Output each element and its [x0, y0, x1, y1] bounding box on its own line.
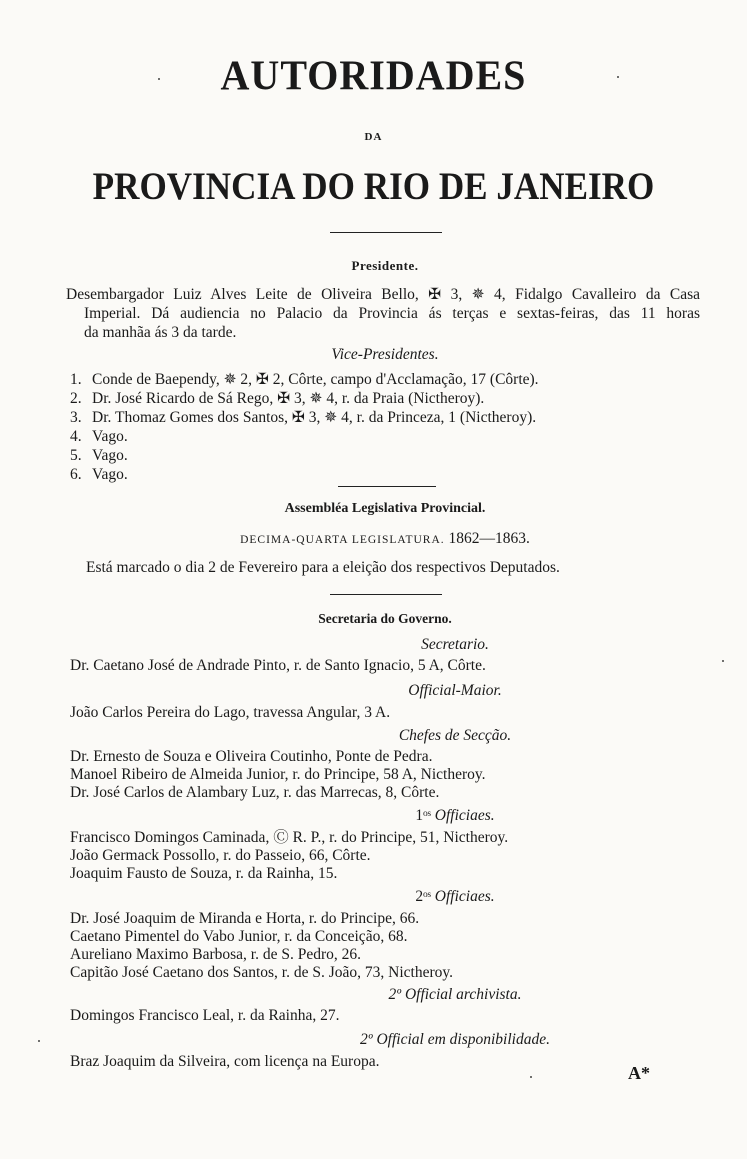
section-rule	[338, 486, 436, 487]
segundo-official-entry: Capitão José Caetano dos Santos, r. de S. João, 73, Nictheroy.	[70, 964, 453, 981]
vice-presidente-row	[70, 370, 539, 389]
paper-speck	[38, 1040, 40, 1042]
vice-presidente-row	[70, 446, 128, 465]
vice-presidente-row	[70, 427, 128, 446]
paper-speck	[158, 78, 160, 80]
chefe-entry: Dr. Ernesto de Souza e Oliveira Coutinho, Ponte de Pedra.	[70, 748, 433, 765]
segundo-official-entry: Caetano Pimentel do Vabo Junior, r. da Conceição, 68.	[70, 928, 408, 945]
chefe-entry: Manoel Ribeiro de Almeida Junior, r. do Principe, 58 A, Nictheroy.	[70, 766, 486, 783]
row-number: 2.	[70, 390, 82, 407]
section-rule	[330, 594, 442, 595]
paper-speck	[722, 660, 724, 662]
archivista-label: 2º Official archivista.	[388, 986, 522, 1003]
disponibilidade-entry: Braz Joaquim da Silveira, com licença na Europa.	[70, 1053, 380, 1070]
title-connector: DA	[364, 131, 383, 143]
vice-presidente-row	[70, 389, 484, 408]
label-text: Officiaes.	[434, 888, 495, 905]
signature-mark: A*	[628, 1063, 650, 1083]
section-rule	[330, 232, 442, 233]
primeiros-officiaes-label	[140, 806, 747, 825]
label-number: 1ᵒˢ	[415, 807, 431, 824]
official-maior-label: Official-Maior.	[408, 682, 502, 699]
presidente-line-2: Imperial. Dá audiencia no Palacio da Provincia ás terças e sextas-feiras, das 11 horas	[84, 305, 700, 322]
page-title: AUTORIDADES	[220, 51, 527, 100]
segundos-officiaes-label	[140, 887, 747, 906]
page-subtitle: PROVINCIA DO RIO DE JANEIRO	[92, 165, 655, 208]
secretaria-heading: Secretaria do Governo.	[318, 611, 452, 626]
secretario-entry: Dr. Caetano José de Andrade Pinto, r. de Santo Ignacio, 5 A, Côrte.	[70, 657, 486, 674]
row-number: 4.	[70, 428, 82, 445]
vice-presidentes-heading: Vice-Presidentes.	[331, 346, 439, 363]
primeiro-official-entry: João Germack Possollo, r. do Passeio, 66, Côrte.	[70, 847, 371, 864]
row-text: Vago.	[92, 447, 128, 464]
row-text: Conde de Baependy, ✵ 2, ✠ 2, Côrte, campo d'Acclamação, 17 (Côrte).	[92, 371, 539, 388]
disponibilidade-label: 2º Official em disponibilidade.	[360, 1031, 550, 1048]
segundo-official-entry: Aureliano Maximo Barbosa, r. de S. Pedro, 26.	[70, 946, 362, 963]
vice-presidente-row	[70, 408, 536, 427]
row-number: 6.	[70, 466, 82, 483]
primeiro-official-entry: Joaquim Fausto de Souza, r. da Rainha, 15.	[70, 865, 338, 882]
vice-presidente-row	[70, 465, 128, 484]
archivista-entry: Domingos Francisco Leal, r. da Rainha, 27.	[70, 1007, 340, 1024]
row-text: Vago.	[92, 466, 128, 483]
row-text: Vago.	[92, 428, 128, 445]
official-maior-entry: João Carlos Pereira do Lago, travessa Angular, 3 A.	[70, 704, 391, 721]
assemblea-heading: Assembléa Legislativa Provincial.	[284, 501, 486, 516]
primeiro-official-entry: Francisco Domingos Caminada, Ⓒ R. P., r. do Principe, 51, Nictheroy.	[70, 829, 509, 846]
segundo-official-entry: Dr. José Joaquim de Miranda e Horta, r. do Principe, 66.	[70, 910, 420, 927]
row-number: 5.	[70, 447, 82, 464]
label-text: Officiaes.	[434, 807, 495, 824]
label-number: 2ᵒˢ	[415, 888, 431, 905]
paper-speck	[530, 1076, 532, 1078]
legislatura-label: DECIMA-QUARTA LEGISLATURA.	[240, 534, 445, 546]
assemblea-note: Está marcado o dia 2 de Fevereiro para a eleição dos respectivos Deputados.	[86, 559, 560, 576]
legislatura-years: 1862—1863.	[448, 530, 530, 547]
row-number: 1.	[70, 371, 82, 388]
legislatura-line	[70, 529, 700, 550]
presidente-line-1: Desembargador Luiz Alves Leite de Oliveira Bello, ✠ 3, ✵ 4, Fidalgo Cavalleiro da Casa	[66, 286, 700, 303]
row-number: 3.	[70, 409, 82, 426]
row-text: Dr. José Ricardo de Sá Rego, ✠ 3, ✵ 4, r. da Praia (Nictheroy).	[92, 390, 485, 407]
chefe-entry: Dr. José Carlos de Alambary Luz, r. das Marrecas, 8, Côrte.	[70, 784, 440, 801]
presidente-line-3: da manhãa ás 3 da tarde.	[84, 324, 237, 341]
chefes-label: Chefes de Secção.	[398, 727, 512, 744]
paper-speck	[617, 76, 619, 78]
row-text: Dr. Thomaz Gomes dos Santos, ✠ 3, ✵ 4, r. da Princeza, 1 (Nictheroy).	[92, 409, 537, 426]
presidente-heading: Presidente.	[351, 258, 419, 273]
secretario-label: Secretario.	[421, 636, 489, 653]
